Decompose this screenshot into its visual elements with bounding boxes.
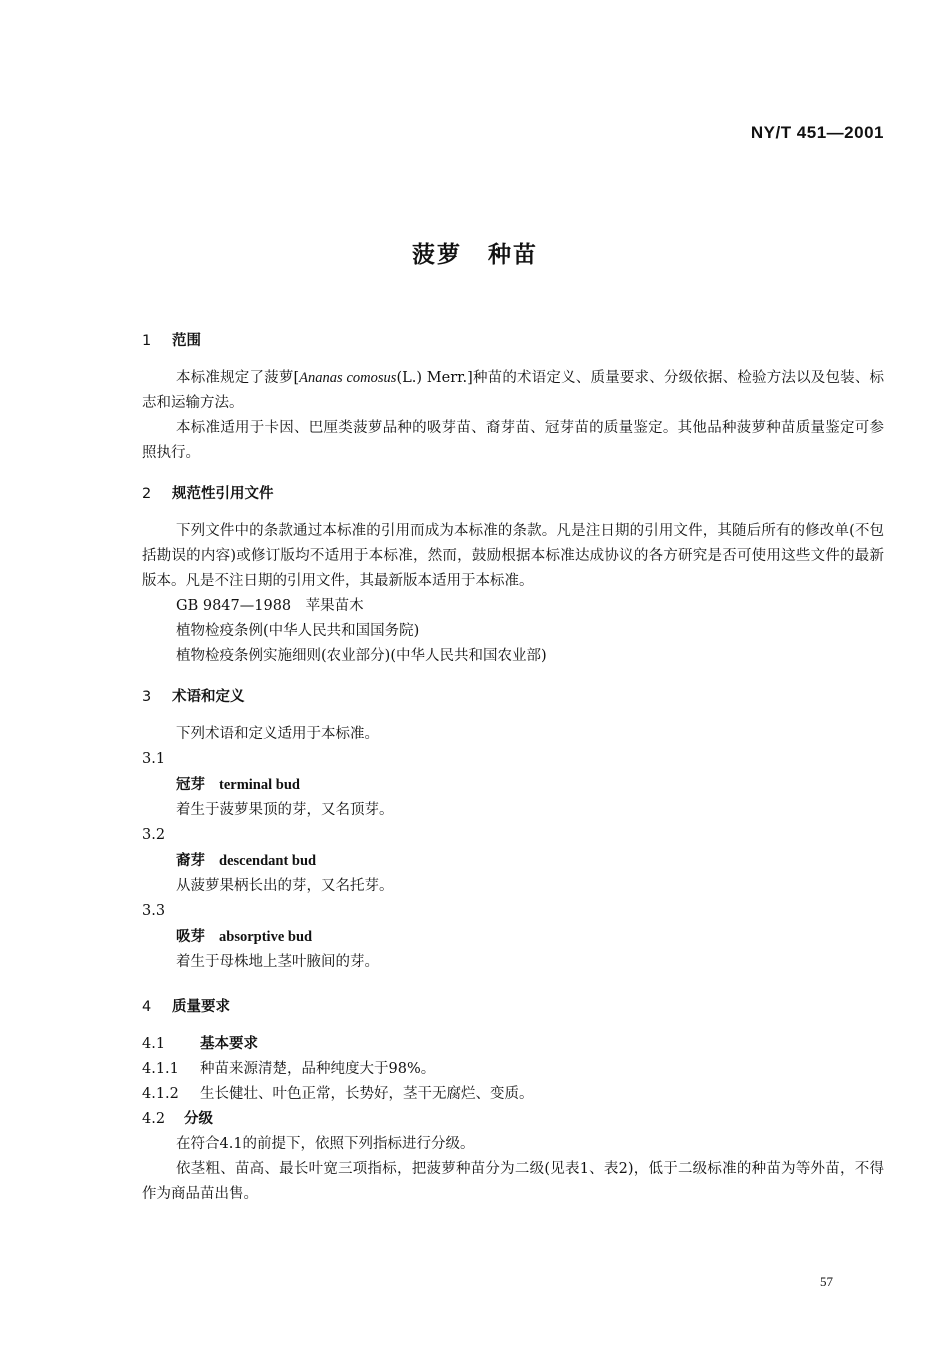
clause-title: 分级 xyxy=(184,1111,213,1127)
clause-text: 生长健壮、叶色正常，长势好，茎干无腐烂、变质。 xyxy=(200,1086,534,1102)
section-2-heading xyxy=(142,482,884,503)
clause-4-2-heading xyxy=(142,1107,884,1132)
section-title: 术语和定义 xyxy=(172,689,245,705)
reference-item: 植物检疫条例实施细则(农业部分)(中华人民共和国农业部) xyxy=(176,648,547,664)
clause-text: 种苗来源清楚，品种纯度大于98%。 xyxy=(200,1061,436,1077)
section-3-heading xyxy=(142,685,884,706)
section-title: 规范性引用文件 xyxy=(172,486,274,502)
clause-number: 4.1.1 xyxy=(142,1061,179,1077)
title-part-2: 种苗 xyxy=(488,242,538,268)
clause-4-1-1 xyxy=(142,1057,884,1082)
section-4-heading xyxy=(142,995,884,1016)
term-cn: 裔芽 xyxy=(176,852,205,869)
clause-4-1-2 xyxy=(142,1082,884,1107)
section-number: 1 xyxy=(142,333,152,349)
section-title: 范围 xyxy=(172,333,201,349)
term-name xyxy=(142,772,884,798)
reference-item: 植物检疫条例(中华人民共和国国务院) xyxy=(176,623,420,639)
term-name xyxy=(142,848,884,874)
term-en: absorptive bud xyxy=(219,929,313,945)
term-en: terminal bud xyxy=(219,777,300,793)
section-3-intro: 下列术语和定义适用于本标准。 xyxy=(176,726,379,742)
latin-name: Ananas comosus xyxy=(299,370,397,386)
term-number: 3.1 xyxy=(142,751,166,767)
section-number: 4 xyxy=(142,999,152,1015)
reference-item: GB 9847—1988 苹果苗木 xyxy=(176,598,364,614)
title-part-1: 菠萝 xyxy=(412,242,462,268)
page-number: 57 xyxy=(820,1274,833,1289)
section-title: 质量要求 xyxy=(172,999,230,1015)
section-4-paragraph-2: 依茎粗、苗高、最长叶宽三项指标，把菠萝种苗分为二级(见表1、表2)，低于二级标准的种苗为等外苗，不得作为商品苗出售。 xyxy=(142,1161,884,1202)
clause-number: 4.1.2 xyxy=(142,1086,179,1102)
term-cn: 吸芽 xyxy=(176,928,205,945)
section-number: 2 xyxy=(142,486,152,502)
document-body xyxy=(142,329,884,1207)
document-title xyxy=(0,236,950,269)
section-number: 3 xyxy=(142,689,152,705)
clause-number: 4.2 xyxy=(142,1111,166,1127)
section-4-paragraph-1: 在符合4.1的前提下，依照下列指标进行分级。 xyxy=(176,1136,475,1152)
text-run: 本标准规定了菠萝[ xyxy=(176,370,300,386)
section-1-paragraph-1 xyxy=(142,366,884,416)
section-2-paragraph: 下列文件中的条款通过本标准的引用而成为本标准的条款。凡是注日期的引用文件，其随后所有的修改单(不包括勘误的内容)或修订版均不适用于本标准，然而，鼓励根据本标准达成协议的各方研究是否可使用这些文件的最新版本。凡是不注日期的引用文件，其最新版本适用于本标准。 xyxy=(142,523,884,589)
term-number: 3.2 xyxy=(142,827,166,843)
term-definition: 着生于母株地上茎叶腋间的芽。 xyxy=(176,954,379,970)
term-number: 3.3 xyxy=(142,903,166,919)
term-definition: 从菠萝果柄长出的芽，又名托芽。 xyxy=(176,878,394,894)
clause-4-1-heading xyxy=(142,1032,884,1057)
section-1-paragraph-2: 本标准适用于卡因、巴厘类菠萝品种的吸芽苗、裔芽苗、冠芽苗的质量鉴定。其他品种菠萝种苗质量鉴定可参照执行。 xyxy=(142,420,884,461)
term-en: descendant bud xyxy=(219,853,317,869)
term-name xyxy=(142,924,884,950)
clause-number: 4.1 xyxy=(142,1036,166,1052)
text-run: (L.) Merr.]种苗的术语定义、质量要求、分级依据、检验方法以及包装、标志和运输方法。 xyxy=(142,370,885,411)
section-1-heading xyxy=(142,329,884,350)
clause-title: 基本要求 xyxy=(200,1036,258,1052)
standard-code: NY/T 451—2001 xyxy=(750,123,884,142)
term-cn: 冠芽 xyxy=(176,776,205,793)
term-definition: 着生于菠萝果顶的芽，又名顶芽。 xyxy=(176,802,394,818)
